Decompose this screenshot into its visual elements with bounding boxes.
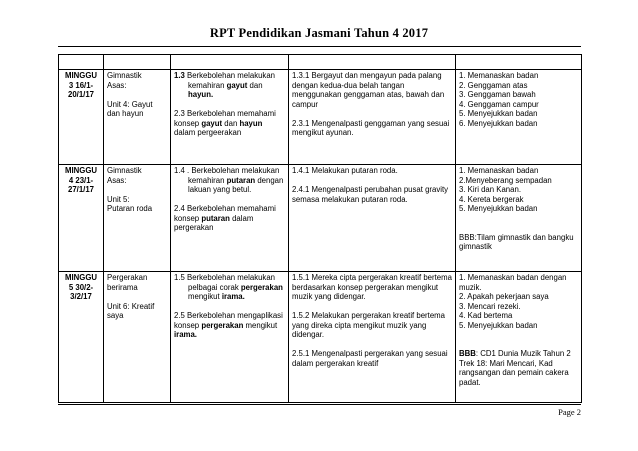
objective-item: 1.5.1 Mereka cipta pergerakan kreatif bertema berdasarkan konsep pergerakan mengikut muzik yang didengar. bbox=[292, 273, 452, 301]
header-cell bbox=[59, 55, 104, 70]
activity-item: 2. Genggaman atas bbox=[459, 80, 528, 90]
objective-item: 2.5.1 Mengenalpasti pergerakan yang sesuai dalam pergerakan kreatif bbox=[292, 349, 448, 368]
activity-item: 4. Genggaman campur bbox=[459, 99, 539, 109]
objective-item: 1.3.1 Bergayut dan mengayun pada palang dengan kedua-dua belah tangan menggunakan genggaman atas, bawah dan campur bbox=[292, 71, 445, 109]
activity-item: 1. Memanaskan badan bbox=[459, 71, 539, 80]
standard-cell bbox=[171, 165, 289, 272]
objective-item: 1.4.1 Melakukan putaran roda. bbox=[292, 166, 398, 175]
theme-line: Asas: bbox=[107, 175, 127, 185]
theme-cell bbox=[104, 272, 171, 403]
page-number: Page 2 bbox=[558, 407, 581, 417]
title-rule bbox=[58, 46, 581, 47]
standard-item: 2.5 Berkebolehan mengaplikasi konsep pergerakan mengikut irama. bbox=[174, 311, 283, 339]
theme-cell bbox=[104, 70, 171, 165]
activity-item: 4. Kad bertema bbox=[459, 311, 513, 320]
table-row bbox=[59, 272, 582, 403]
activity-item: 3. Mencari rezeki. bbox=[459, 301, 521, 311]
objective-cell bbox=[289, 165, 456, 272]
theme-line: Pergerakan bbox=[107, 273, 148, 282]
activity-item: 1. Memanaskan badan dengan muzik. bbox=[459, 273, 567, 292]
week-cell: MINGGU 5 30/2- 3/2/17 bbox=[59, 272, 104, 403]
objective-item: 2.4.1 Mengenalpasti perubahan pusat gravity semasa melakukan putaran roda. bbox=[292, 185, 449, 204]
week-cell: MINGGU 4 23/1- 27/1/17 bbox=[59, 165, 104, 272]
standard-item: 2.4 Berkebolehan memahami konsep putaran dalam pergerakan bbox=[174, 204, 276, 232]
theme-line: Gimnastik bbox=[107, 166, 142, 175]
standard-item: 1.5 Berkebolehan melakukan pelbagai corak pergerakan mengikut irama. bbox=[174, 273, 283, 301]
header-cell bbox=[456, 55, 582, 70]
week-cell: MINGGU 3 16/1- 20/1/17 bbox=[59, 70, 104, 165]
unit-line: saya bbox=[107, 311, 124, 320]
table-header-row bbox=[59, 55, 582, 70]
standard-item: 1.4 . Berkebolehan melakukan kemahiran putaran dengan lakuan yang betul. bbox=[174, 166, 284, 194]
objective-cell bbox=[289, 272, 456, 403]
page-title: RPT Pendidikan Jasmani Tahun 4 2017 bbox=[209, 26, 429, 40]
unit-line: Unit 6: Kreatif bbox=[107, 301, 155, 311]
objective-item: 2.3.1 Mengenalpasti genggaman yang sesuai mengikut ayunan. bbox=[292, 118, 450, 137]
activity-cell bbox=[456, 272, 582, 403]
header-cell bbox=[104, 55, 171, 70]
theme-cell bbox=[104, 165, 171, 272]
objective-item: 1.5.2 Melakukan pergerakan kreatif bertema yang direka cipta mengikut muzik yang didengar. bbox=[292, 311, 445, 339]
activity-item: 1. Memanaskan badan bbox=[459, 166, 539, 175]
header-cell bbox=[171, 55, 289, 70]
table-row bbox=[59, 165, 582, 272]
theme-line: Asas: bbox=[107, 80, 127, 90]
activity-item: 5. Menyejukkan badan bbox=[459, 204, 538, 213]
standard-item: 1.3 Berkebolehan melakukan kemahiran gayut dan hayun. bbox=[174, 71, 275, 99]
activity-item: 6. Menyejukkan badan bbox=[459, 118, 538, 128]
standard-cell bbox=[171, 70, 289, 165]
rpt-table bbox=[58, 54, 582, 403]
standard-item: 2.3 Berkebolehan memahami konsep gayut dan hayun dalam pergeerakan bbox=[174, 109, 276, 137]
activity-item: 2. Apakah pekerjaan saya bbox=[459, 292, 549, 301]
activity-item: 3. Genggaman bawah bbox=[459, 90, 536, 99]
unit-line: Unit 4: Gayut bbox=[107, 99, 153, 109]
activity-item: 5. Menyejukkan badan bbox=[459, 109, 538, 118]
bbb-note: BBB:Tilam gimnastik dan bangku gimnastik bbox=[459, 232, 574, 251]
standard-cell bbox=[171, 272, 289, 403]
theme-line: Gimnastik bbox=[107, 71, 142, 80]
activity-item: 4. Kereta bergerak bbox=[459, 194, 524, 204]
activity-cell bbox=[456, 165, 582, 272]
table-row bbox=[59, 70, 582, 165]
activity-cell bbox=[456, 70, 582, 165]
objective-cell bbox=[289, 70, 456, 165]
header-cell bbox=[289, 55, 456, 70]
activity-item: 2.Menyeberang sempadan bbox=[459, 175, 552, 185]
theme-line: berirama bbox=[107, 282, 138, 292]
activity-item: 3. Kiri dan Kanan. bbox=[459, 185, 521, 194]
unit-line: Unit 5: bbox=[107, 194, 130, 204]
activity-item: 5. Menyejukkan badan bbox=[459, 320, 538, 330]
footer-rule bbox=[58, 404, 581, 405]
unit-line: Putaran roda bbox=[107, 204, 153, 213]
unit-line: dan hayun bbox=[107, 109, 144, 118]
bbb-note: BBB: CD1 Dunia Muzik Tahun 2 Trek 18: Mari Mencari, Kad rangsangan dan pemain cakera padat. bbox=[459, 349, 571, 387]
